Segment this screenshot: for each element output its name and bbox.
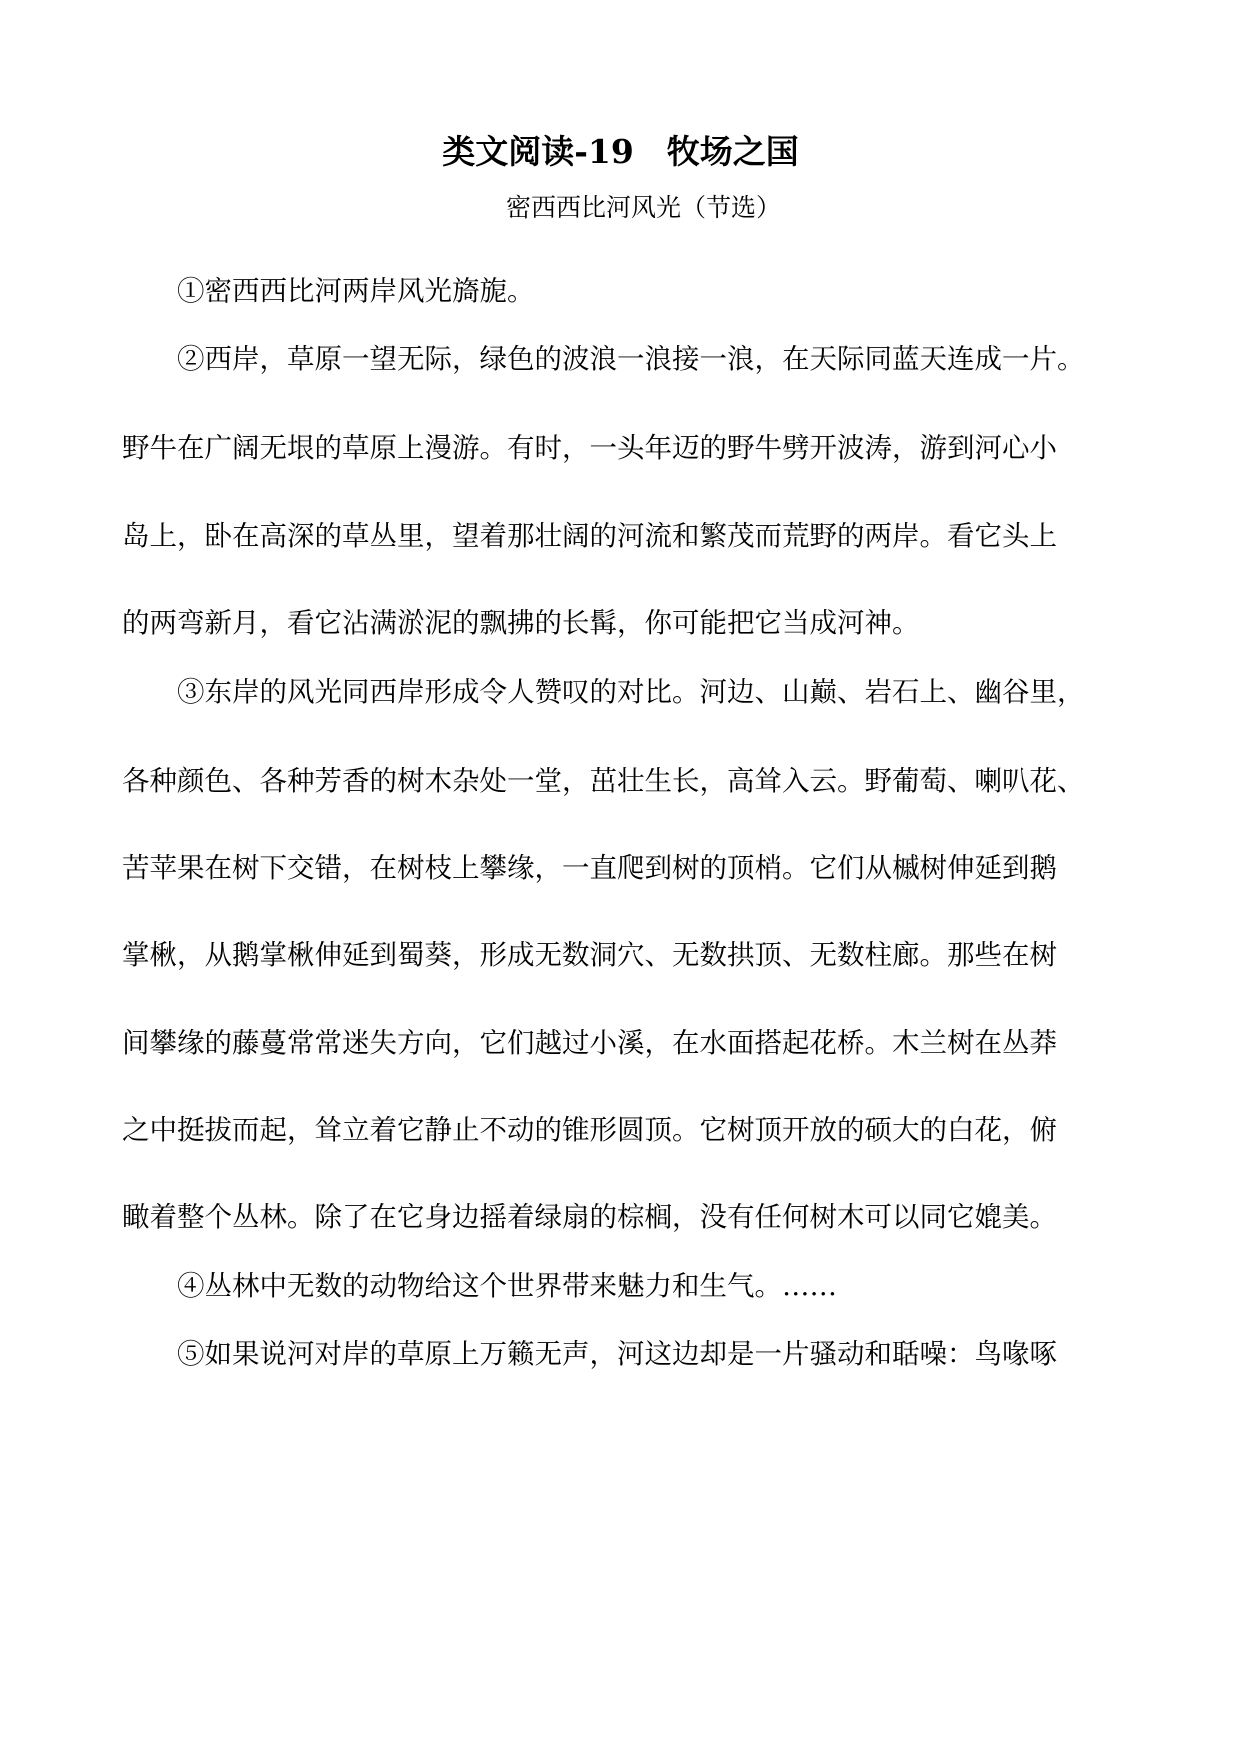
paragraph-3-line-7: 瞰着整个丛林。除了在它身边摇着绿扇的棕榈，没有任何树木可以同它媲美。	[122, 1201, 1057, 1233]
paragraph-4-line-1: ④丛林中无数的动物给这个世界带来魅力和生气。……	[177, 1270, 837, 1302]
paragraph-2-line-3: 岛上，卧在高深的草丛里，望着那壮阔的河流和繁茂而荒野的两岸。看它头上	[122, 520, 1057, 552]
paragraph-2-line-1: ②西岸，草原一望无际，绿色的波浪一浪接一浪，在天际同蓝天连成一片。	[177, 343, 1085, 375]
paragraph-1-line-1: ①密西西比河两岸风光旖旎。	[177, 275, 535, 307]
paragraph-3-line-5: 间攀缘的藤蔓常常迷失方向，它们越过小溪，在水面搭起花桥。木兰树在丛莽	[122, 1027, 1057, 1059]
paragraph-2-line-4: 的两弯新月，看它沾满淤泥的飘拂的长髯，你可能把它当成河神。	[122, 607, 920, 639]
paragraph-3-line-6: 之中挺拔而起，耸立着它静止不动的锥形圆顶。它树顶开放的硕大的白花，俯	[122, 1114, 1057, 1146]
paragraph-3-line-2: 各种颜色、各种芳香的树木杂处一堂，茁壮生长，高耸入云。野葡萄、喇叭花、	[122, 765, 1085, 797]
paragraph-3-line-1: ③东岸的风光同西岸形成令人赞叹的对比。河边、山巅、岩石上、幽谷里，	[177, 676, 1085, 708]
document-subtitle: 密西西比河风光（节选）	[505, 193, 781, 222]
paragraph-3-line-4: 掌楸，从鹅掌楸伸延到蜀葵，形成无数洞穴、无数拱顶、无数柱廊。那些在树	[122, 939, 1057, 971]
paragraph-5-line-1: ⑤如果说河对岸的草原上万籁无声，河这边却是一片骚动和聒噪：鸟喙啄	[177, 1338, 1057, 1370]
paragraph-2-line-2: 野牛在广阔无垠的草原上漫游。有时，一头年迈的野牛劈开波涛，游到河心小	[122, 432, 1057, 464]
paragraph-3-line-3: 苦苹果在树下交错，在树枝上攀缘，一直爬到树的顶梢。它们从槭树伸延到鹅	[122, 852, 1057, 884]
document-title: 类文阅读-19 牧场之国	[442, 132, 799, 171]
